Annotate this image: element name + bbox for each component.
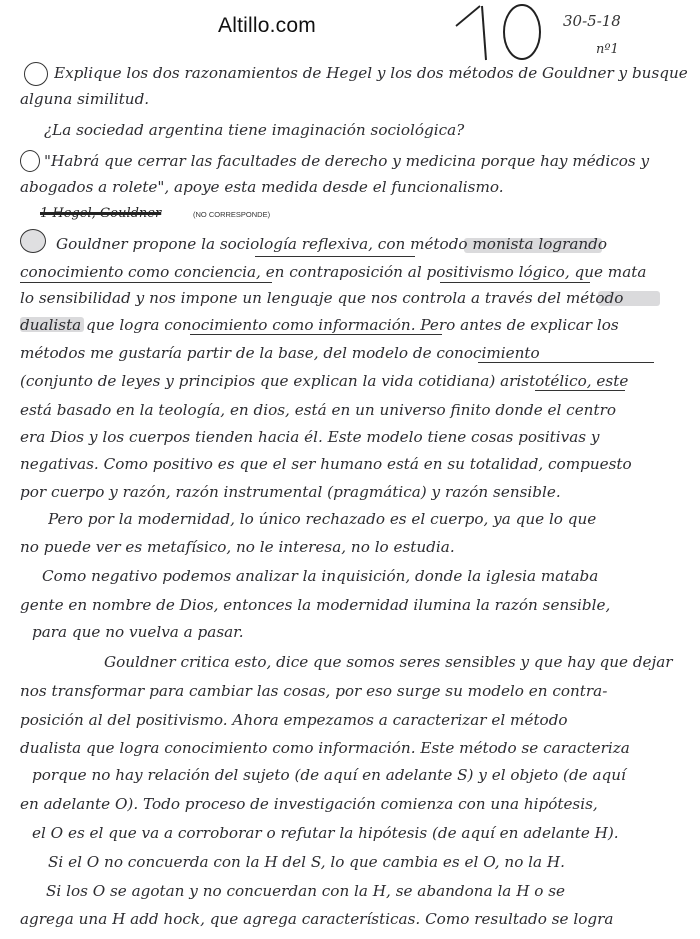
answer-line: métodos me gustaría partir de la base, del modelo de conocimiento	[20, 346, 540, 362]
underline-positivismo-logico	[440, 282, 590, 283]
answer-line: el O es el que va a corroborar o refutar la hipótesis (de aquí en adelante H).	[32, 826, 619, 842]
answer-line: lo sensibilidad y nos impone un lenguaje que nos controla a través del método	[20, 291, 624, 307]
answer-line: Pero por la modernidad, lo único rechazado es el cuerpo, ya que lo que	[48, 512, 597, 528]
underline-sociologia-reflexiva	[255, 256, 415, 257]
underline-conocimiento-informacion	[190, 334, 442, 335]
answer-line: agrega una H add hock, que agrega características. Como resultado se logra	[20, 912, 614, 928]
date-label: 30-5-18	[563, 12, 621, 30]
question-number-1	[24, 62, 48, 86]
answer-line: era Dios y los cuerpos tienden hacia él. Este modelo tiene cosas positivas y	[20, 430, 600, 446]
answer-line: dualista que logra conocimiento como información. Pero antes de explicar los	[20, 318, 619, 334]
site-watermark: Altillo.com	[218, 14, 316, 37]
grade-mark	[452, 0, 562, 62]
answer-line: (conjunto de leyes y principios que explican la vida cotidiana) aristotélico, este	[20, 374, 629, 390]
answer-line: Si el O no concuerda con la H del S, lo que cambia es el O, no la H.	[48, 855, 565, 871]
underline-conocimiento-conciencia	[20, 282, 272, 283]
answer-line: por cuerpo y razón, razón instrumental (pragmática) y razón sensible.	[20, 485, 561, 501]
page-number: nº1	[596, 42, 619, 57]
answer-line: Si los O se agotan y no concuerdan con la H, se abandona la H o se	[46, 884, 566, 900]
answer-line: para que no vuelva a pasar.	[32, 625, 244, 641]
struck-note: (NO CORRESPONDE)	[193, 210, 271, 219]
question-line: alguna similitud.	[20, 92, 150, 108]
question-line: abogados a rolete", apoye esta medida desde el funcionalismo.	[20, 180, 504, 196]
answer-line: está basado en la teología, en dios, está en un universo finito donde el centro	[20, 403, 616, 419]
question-line: ¿La sociedad argentina tiene imaginación sociológica?	[44, 123, 465, 139]
question-line: "Habrá que cerrar las facultades de derecho y medicina porque hay médicos y	[44, 154, 650, 170]
answer-line: posición al del positivismo. Ahora empezamos a caracterizar el método	[20, 713, 568, 729]
answer-line: Gouldner propone la sociología reflexiva, con método monista logrando	[56, 237, 608, 253]
answer-line: Como negativo podemos analizar la inquisición, donde la iglesia mataba	[42, 569, 599, 585]
answer-line: negativas. Como positivo es que el ser humano está en su totalidad, compuesto	[20, 457, 632, 473]
question-line: Explique los dos razonamientos de Hegel y los dos métodos de Gouldner y busque	[54, 66, 688, 82]
answer-line: no puede ver es metafísico, no le interesa, no lo estudia.	[20, 540, 455, 556]
answer-line: dualista que logra conocimiento como información. Este método se caracteriza	[20, 741, 630, 757]
answer-number-1	[20, 229, 46, 253]
struck-text: 1 Hegel, Gouldner	[40, 206, 162, 221]
answer-line: Gouldner critica esto, dice que somos seres sensibles y que hay que dejar	[104, 655, 673, 671]
answer-line: porque no hay relación del sujeto (de aquí en adelante S) y el objeto (de aquí	[32, 768, 626, 784]
underline-aristotelico	[535, 390, 625, 391]
underline-modelo-conocimiento	[478, 362, 654, 363]
answer-line: conocimiento como conciencia, en contraposición al positivismo lógico, que mata	[20, 265, 647, 281]
question-number-3	[20, 150, 40, 172]
answer-line: gente en nombre de Dios, entonces la modernidad ilumina la razón sensible,	[20, 598, 611, 614]
answer-line: nos transformar para cambiar las cosas, por eso surge su modelo en contra-	[20, 684, 608, 700]
answer-line: en adelante O). Todo proceso de investigación comienza con una hipótesis,	[20, 797, 598, 813]
